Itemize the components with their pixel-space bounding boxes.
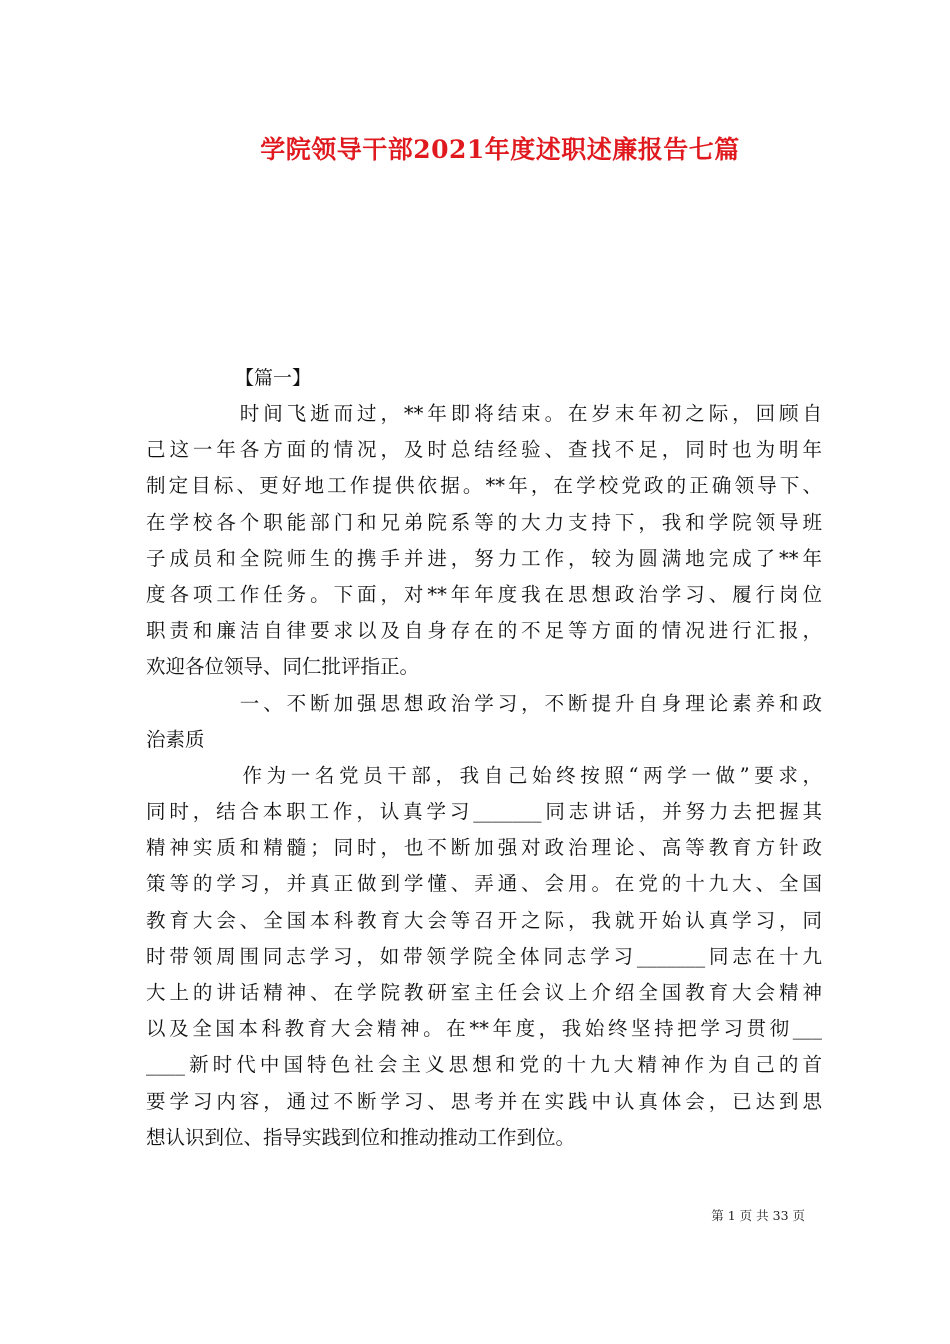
- text-line: 想认识到位、指导实践到位和推动推动工作到位。: [146, 1125, 576, 1149]
- text-line: 职责和廉洁自律要求以及自身存在的不足等方面的情况进行汇报，: [146, 619, 822, 643]
- text-line: 度各项工作任务。下面，对**年年度我在思想政治学习、履行岗位: [146, 582, 822, 606]
- text-line: 作为一名党员干部，我自己始终按照“两学一做”要求，: [146, 763, 822, 787]
- text-line: 子成员和全院师生的携手并进，努力工作，较为圆满地完成了**年: [146, 546, 822, 570]
- text-line: 时间飞逝而过，**年即将结束。在岁末年初之际，回顾自: [146, 402, 822, 425]
- text-line: 策等的学习，并真正做到学懂、弄通、会用。在党的十九大、全国: [146, 872, 822, 896]
- text-line: 制定目标、更好地工作提供依据。**年，在学校党政的正确领导下、: [146, 474, 822, 498]
- heading-line: 一、不断加强思想政治学习，不断提升自身理论素养和政: [146, 691, 822, 715]
- text-line: 教育大会、全国本科教育大会等召开之际，我就开始认真学习，同: [146, 908, 822, 932]
- text-line: 精神实质和精髓；同时，也不断加强对政治理论、高等教育方针政: [146, 836, 822, 860]
- text-line: ____新时代中国特色社会主义思想和党的十九大精神作为自己的首: [146, 1053, 822, 1077]
- text-line: 在学校各个职能部门和兄弟院系等的大力支持下，我和学院领导班: [146, 510, 822, 534]
- heading-line: 治素质: [146, 727, 205, 751]
- text-line: 要学习内容，通过不断学习、思考并在实践中认真体会，已达到思: [146, 1089, 822, 1113]
- text-line: 大上的讲话精神、在学院教研室主任会议上介绍全国教育大会精神: [146, 981, 822, 1004]
- text-line: 欢迎各位领导、同仁批评指正。: [146, 655, 420, 679]
- text-line: 时带领周围同志学习，如带领学院全体同志学习_______同志在十九: [146, 944, 822, 968]
- body-text: [146, 396, 822, 1156]
- text-line: 同时，结合本职工作，认真学习_______同志讲话，并努力去把握其: [146, 800, 822, 824]
- section-label: 【篇一】: [235, 367, 312, 389]
- text-line: 己这一年各方面的情况，及时总结经验、查找不足，同时也为明年: [146, 438, 822, 462]
- document-title: 学院领导干部2021年度述职述廉报告七篇: [260, 135, 740, 164]
- page-number: 第 1 页 共 33 页: [711, 1208, 805, 1223]
- text-line: 以及全国本科教育大会精神。在**年度，我始终坚持把学习贯彻___: [146, 1017, 822, 1041]
